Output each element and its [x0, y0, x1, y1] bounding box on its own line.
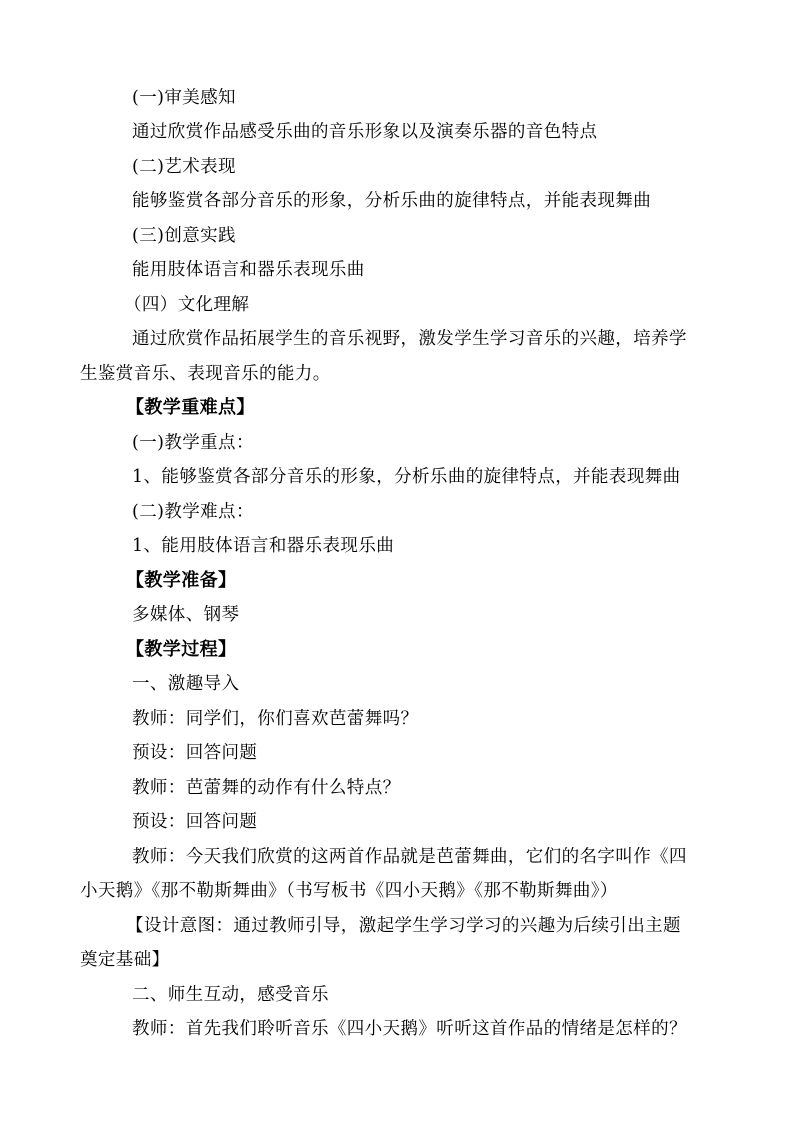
dialogue-line: 预设：回答问题 — [132, 812, 258, 832]
heading-cultural-understanding: （四）文化理解 — [124, 295, 250, 315]
paragraph-line: 多媒体、钢琴 — [132, 605, 240, 625]
dialogue-line: 教师：芭蕾舞的动作有什么特点？ — [132, 778, 401, 798]
paragraph-line: 通过欣赏作品感受乐曲的音乐形象以及演奏乐器的音色特点 — [132, 122, 598, 142]
paragraph-line: 通过欣赏作品拓展学生的音乐视野，激发学生学习音乐的兴趣，培养学 — [132, 329, 687, 349]
heading-artistic-expression: (二)艺术表现 — [132, 157, 236, 177]
list-item: 1、能够鉴赏各部分音乐的形象，分析乐曲的旋律特点，并能表现舞曲 — [132, 467, 681, 487]
subheading-difficult-points: (二)教学难点： — [132, 502, 254, 522]
heading-aesthetic-perception: (一)审美感知 — [132, 88, 236, 108]
dialogue-line: 小天鹅》《那不勒斯舞曲》（书写板书《四小天鹅》《那不勒斯舞曲》） — [80, 881, 618, 901]
list-item: 1、能用肢体语言和器乐表现乐曲 — [132, 536, 395, 556]
dialogue-line: 预设：回答问题 — [132, 743, 258, 763]
section-heading-process: 【教学过程】 — [126, 639, 237, 660]
subheading-key-points: (一)教学重点： — [132, 433, 254, 453]
heading-creative-practice: (三)创意实践 — [132, 226, 236, 246]
dialogue-line: 教师：首先我们聆听音乐《四小天鹅》听听这首作品的情绪是怎样的？ — [132, 1019, 687, 1039]
dialogue-line: 教师：今天我们欣赏的这两首作品就是芭蕾舞曲，它们的名字叫作《四 — [132, 847, 687, 867]
dialogue-line: 教师：同学们，你们喜欢芭蕾舞吗？ — [132, 709, 419, 729]
paragraph-line: 生鉴赏音乐、表现音乐的能力。 — [80, 364, 331, 384]
section-heading-preparation: 【教学准备】 — [126, 570, 237, 591]
design-intent-note: 奠定基础】 — [80, 950, 170, 970]
design-intent-note: 【设计意图：通过教师引导，激起学生学习学习的兴趣为后续引出主题 — [126, 916, 681, 936]
subheading-introduction: 一、激趣导入 — [132, 674, 240, 694]
paragraph-line: 能够鉴赏各部分音乐的形象，分析乐曲的旋律特点，并能表现舞曲 — [132, 191, 652, 211]
paragraph-line: 能用肢体语言和器乐表现乐曲 — [132, 260, 365, 280]
section-heading-key-difficult-points: 【教学重难点】 — [126, 397, 255, 418]
subheading-interaction: 二、师生互动，感受音乐 — [132, 985, 329, 1005]
